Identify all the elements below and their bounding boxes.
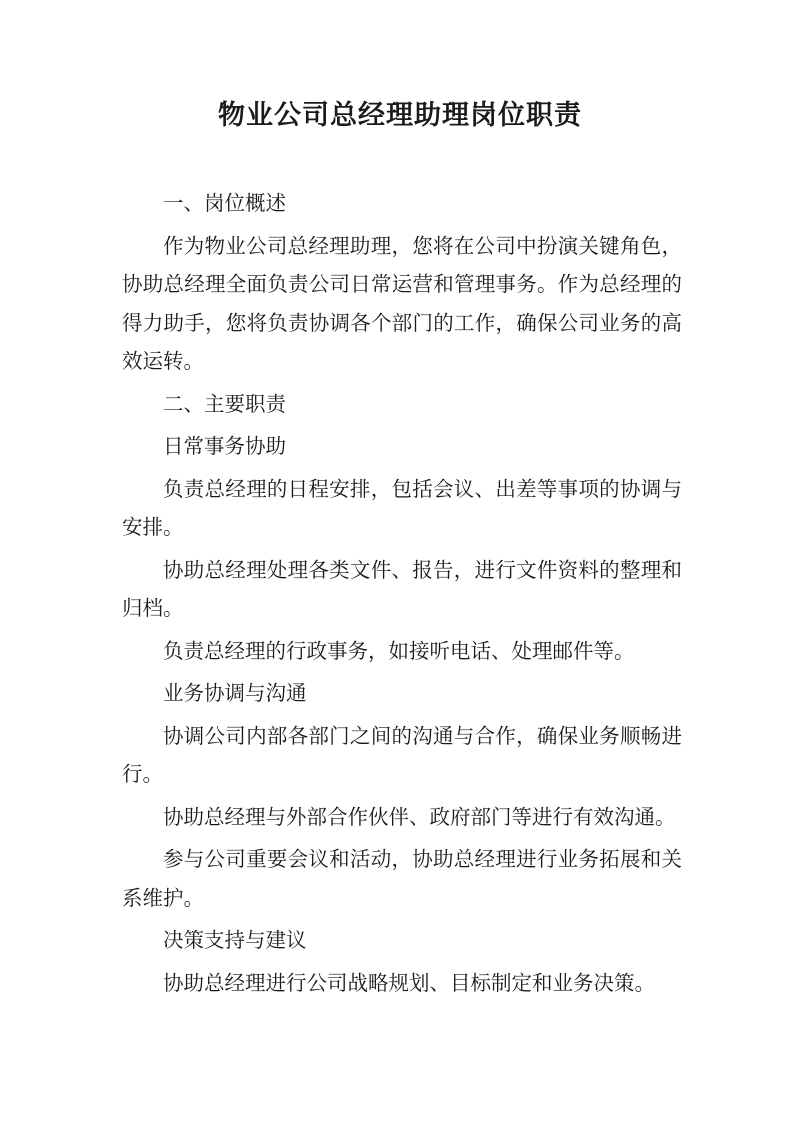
subheading-decision-support: 决策支持与建议 <box>163 928 307 952</box>
section-heading-overview: 一、岗位概述 <box>163 191 286 215</box>
subheading-daily-affairs: 日常事务协助 <box>163 434 286 458</box>
overview-paragraph: 作为物业公司总经理助理，您将在公司中扮演关键角色，协助总经理全面负责公司日常运营和管理事务。作为总经理的得力助手，您将负责协调各个部门的工作，确保公司业务的高效运转。 <box>122 233 682 373</box>
duty-paragraph: 参与公司重要会议和活动，协助总经理进行业务拓展和关系维护。 <box>122 847 682 910</box>
duty-paragraph: 协助总经理与外部合作伙伴、政府部门等进行有效沟通。 <box>163 804 676 829</box>
duty-paragraph: 协调公司内部各部门之间的沟通与合作，确保业务顺畅进行。 <box>122 723 682 786</box>
section-heading-duties: 二、主要职责 <box>163 391 286 416</box>
duty-paragraph: 协助总经理处理各类文件、报告，进行文件资料的整理和归档。 <box>122 557 682 620</box>
subheading-coordination: 业务协调与沟通 <box>163 681 307 705</box>
duty-paragraph: 负责总经理的行政事务，如接听电话、处理邮件等。 <box>163 638 635 663</box>
duty-paragraph: 协助总经理进行公司战略规划、目标制定和业务决策。 <box>163 970 655 995</box>
duty-paragraph: 负责总经理的日程安排，包括会议、出差等事项的协调与安排。 <box>122 476 682 539</box>
document-title: 物业公司总经理助理岗位职责 <box>218 100 582 131</box>
document-body <box>122 184 682 1002</box>
